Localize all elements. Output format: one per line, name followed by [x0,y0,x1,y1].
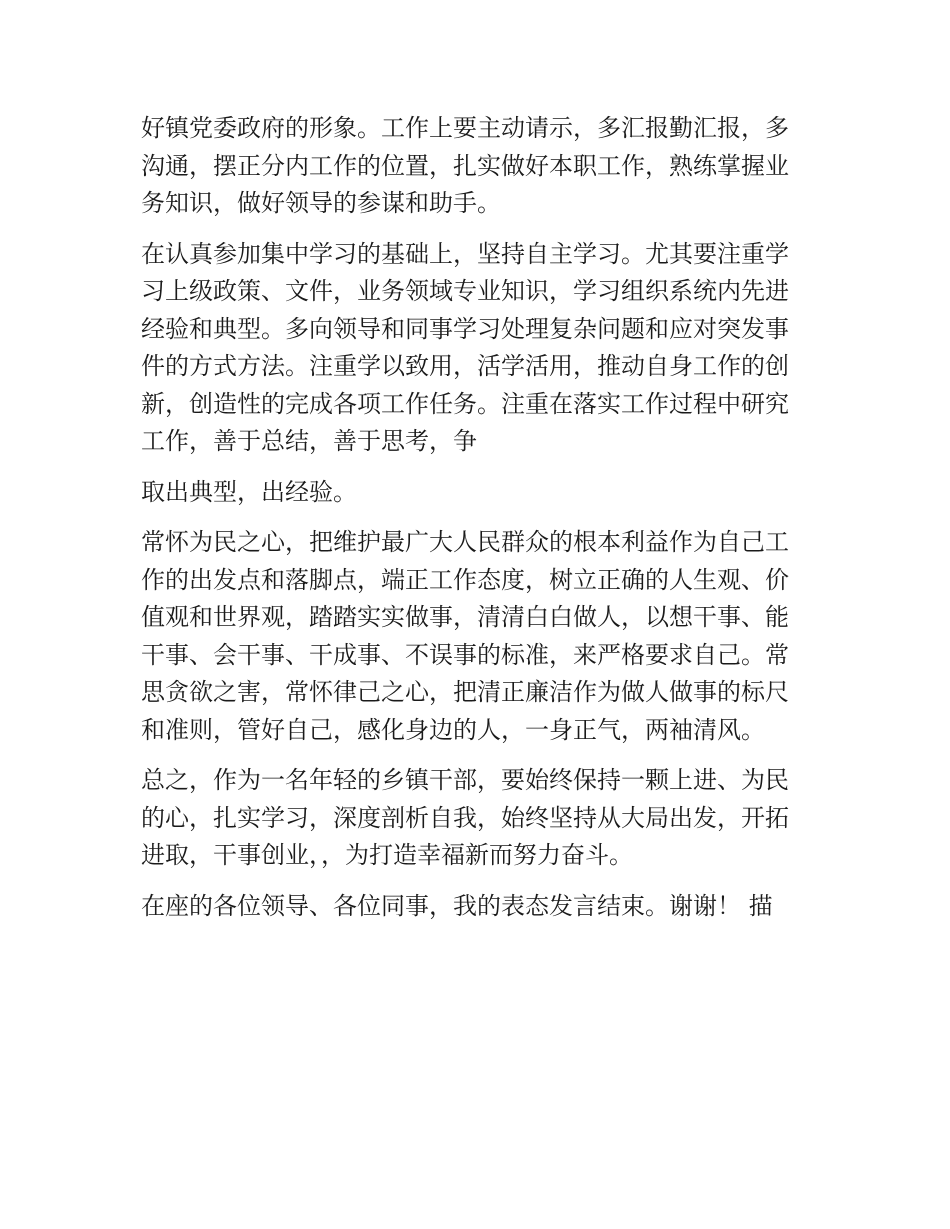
text-line: 务知识，做好领导的参谋和助手。 [141,189,501,217]
paragraph-gap [141,461,821,474]
paragraph [141,888,821,926]
text-line: 件的方式方法。注重学以致用，活学活用，推动自身工作的创 [141,352,789,380]
text-line: 沟通，摆正分内工作的位置，扎实做好本职工作，熟练掌握业 [141,151,789,180]
paragraph [141,524,821,749]
body-text [141,110,821,925]
text-line: 在座的各位领导、各位同事，我的表态发言结束。谢谢！ 描 [141,891,773,920]
text-line: 作的出发点和落脚点，端正工作态度，树立正确的人生观、价 [141,565,789,594]
paragraph [141,236,821,461]
text-line: 思贪欲之害，常怀律己之心，把清正廉洁作为做人做事的标尺 [141,678,789,706]
text-line: 进取，干事创业，，为打造幸福新而努力奋斗。 [141,841,633,869]
text-line: 的心，扎实学习，深度剖析自我，始终坚持从大局出发，开拓 [141,803,789,832]
text-line: 干事、会干事、干成事、不误事的标准，来严格要求自己。常 [141,640,789,669]
paragraph [141,762,821,875]
paragraph-gap [141,749,821,762]
text-line: 总之，作为一名年轻的乡镇干部，要始终保持一颗上进、为民 [141,766,789,794]
text-line: 工作，善于总结，善于思考，争 [141,427,477,455]
text-line: 取出典型，出经验。 [141,477,357,506]
text-line: 在认真参加集中学习的基础上，坚持自主学习。尤其要注重学 [141,239,789,268]
text-line: 和准则，管好自己，感化身边的人，一身正气，两袖清风。 [141,715,765,744]
text-line: 常怀为民之心，把维护最广大人民群众的根本利益作为自己工 [141,528,789,556]
text-line: 习上级政策、文件，业务领域专业知识，学习组织系统内先进 [141,277,789,305]
text-line: 新，创造性的完成各项工作任务。注重在落实工作过程中研究 [141,389,789,418]
paragraph [141,110,821,223]
text-line: 值观和世界观，踏踏实实做事，清清白白做人，以想干事、能 [141,603,789,631]
paragraph [141,474,821,512]
paragraph-gap [141,511,821,524]
paragraph-gap [141,223,821,236]
text-line: 经验和典型。多向领导和同事学习处理复杂问题和应对突发事 [141,314,789,343]
paragraph-gap [141,875,821,888]
text-line: 好镇党委政府的形象。工作上要主动请示，多汇报勤汇报，多 [141,114,789,142]
